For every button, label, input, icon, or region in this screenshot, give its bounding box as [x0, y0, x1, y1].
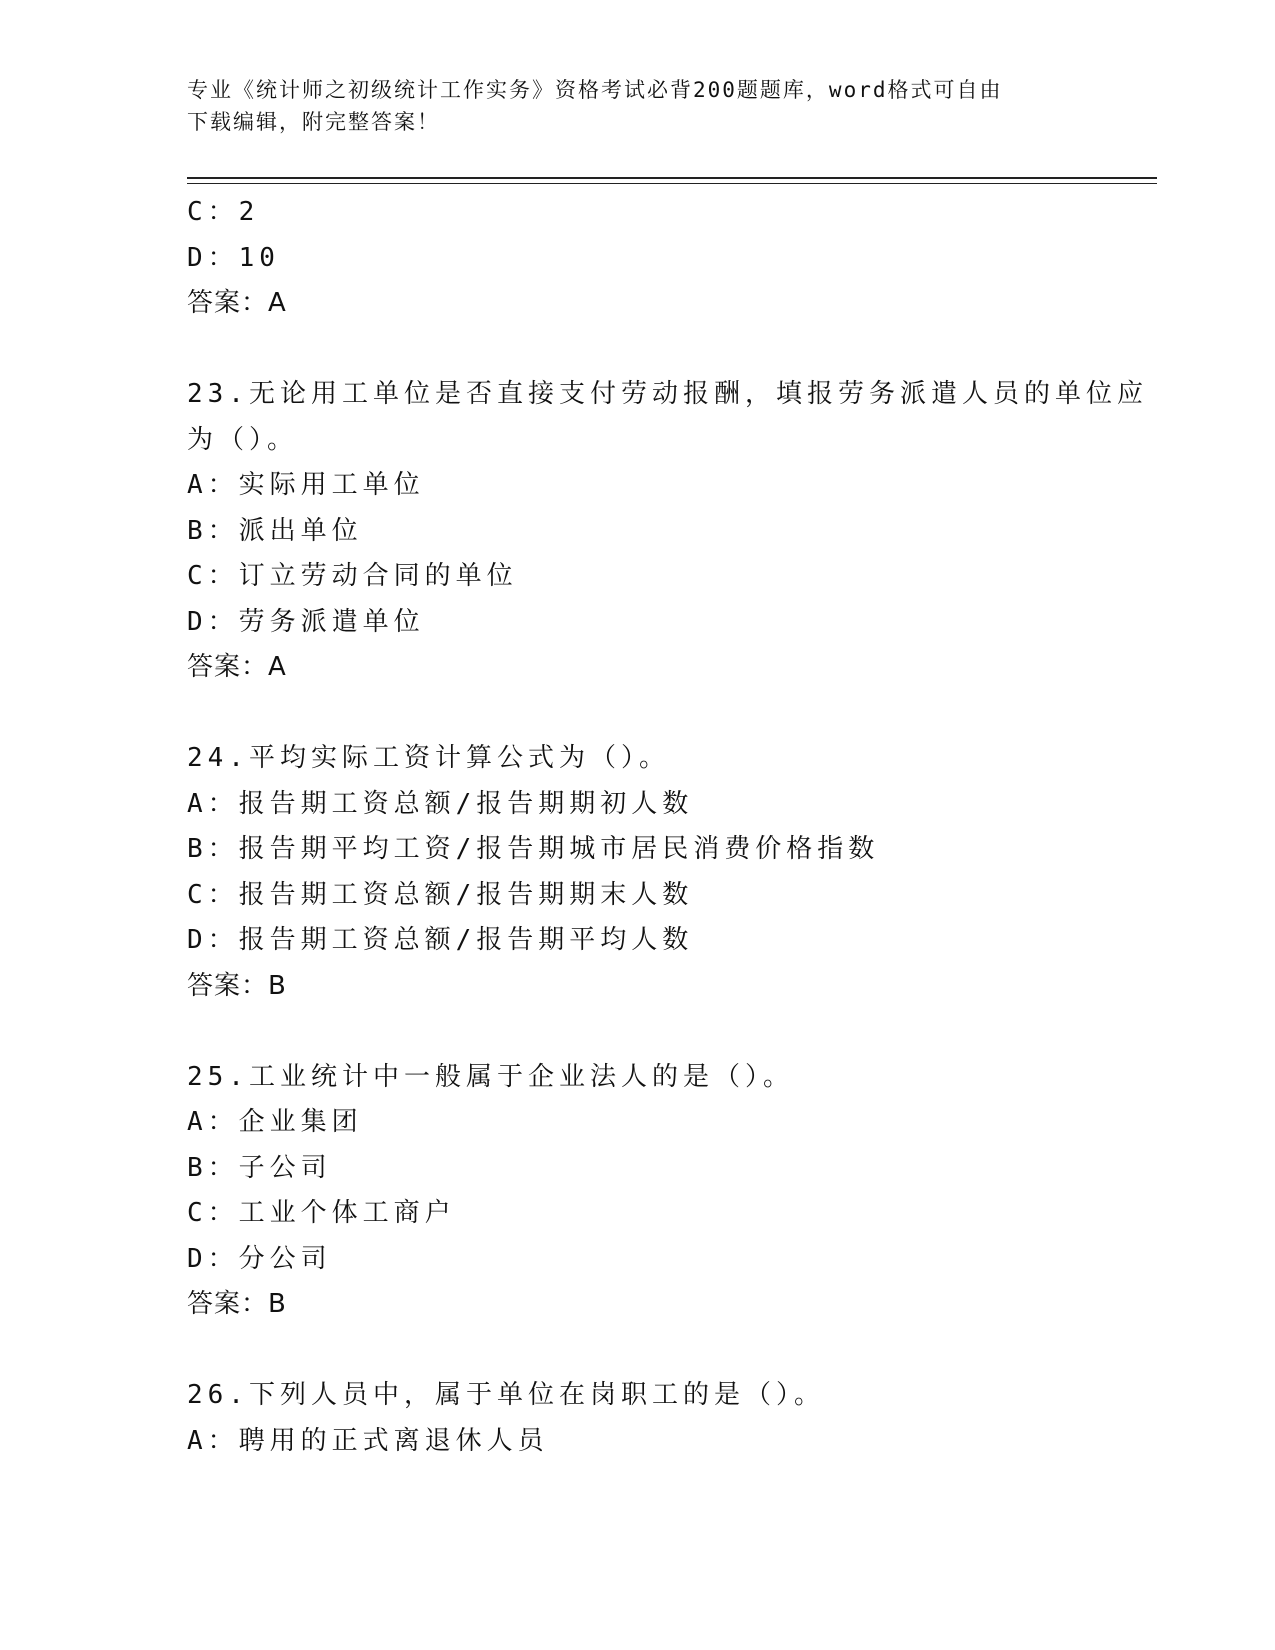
answer: 答案：A [187, 652, 287, 682]
header-line-1: 专业《统计师之初级统计工作实务》资格考试必背200题题库，word格式可自由 [187, 78, 1003, 102]
option-b: B：报告期平均工资/报告期城市居民消费价格指数 [187, 834, 880, 864]
question-25 [187, 1055, 1147, 1328]
question-stem: 23.无论用工单位是否直接支付劳动报酬，填报劳务派遣人员的单位应 [187, 379, 1148, 409]
option-b: B：子公司 [187, 1152, 332, 1183]
question-stem: 26.下列人员中，属于单位在岗职工的是（）。 [187, 1380, 825, 1410]
option-a: A：聘用的正式离退休人员 [187, 1425, 549, 1456]
option-b: B：派出单位 [187, 515, 363, 546]
option-d: D：报告期工资总额/报告期平均人数 [187, 925, 694, 955]
answer: 答案：A [187, 288, 287, 318]
question-stem: 为（）。 [187, 424, 299, 455]
question-23 [187, 372, 1147, 691]
option-c: C：工业个体工商户 [187, 1198, 456, 1228]
answer: 答案：B [187, 970, 287, 1001]
header-line-2: 下载编辑，附完整答案！ [187, 110, 440, 134]
header-divider-thick [187, 177, 1157, 179]
option-a: A：企业集团 [187, 1107, 363, 1137]
question-26 [187, 1373, 1147, 1464]
option-d: D：分公司 [187, 1243, 332, 1274]
answer: 答案：B [187, 1289, 287, 1319]
option-c: C：报告期工资总额/报告期期末人数 [187, 879, 694, 910]
option-d: D：10 [187, 242, 280, 273]
question-list [187, 190, 1147, 1464]
option-d: D：劳务派遣单位 [187, 606, 425, 637]
document-header [187, 74, 1067, 138]
question-24 [187, 736, 1147, 1009]
header-divider-thin [187, 183, 1157, 184]
option-a: A：报告期工资总额/报告期期初人数 [187, 788, 694, 819]
question-stem: 25.工业统计中一般属于企业法人的是（）。 [187, 1061, 794, 1092]
option-a: A：实际用工单位 [187, 470, 425, 500]
option-c: C：订立劳动合同的单位 [187, 561, 518, 591]
option-c: C：2 [187, 197, 260, 227]
question-stem: 24.平均实际工资计算公式为（）。 [187, 743, 670, 773]
question-22-tail [187, 190, 1147, 327]
